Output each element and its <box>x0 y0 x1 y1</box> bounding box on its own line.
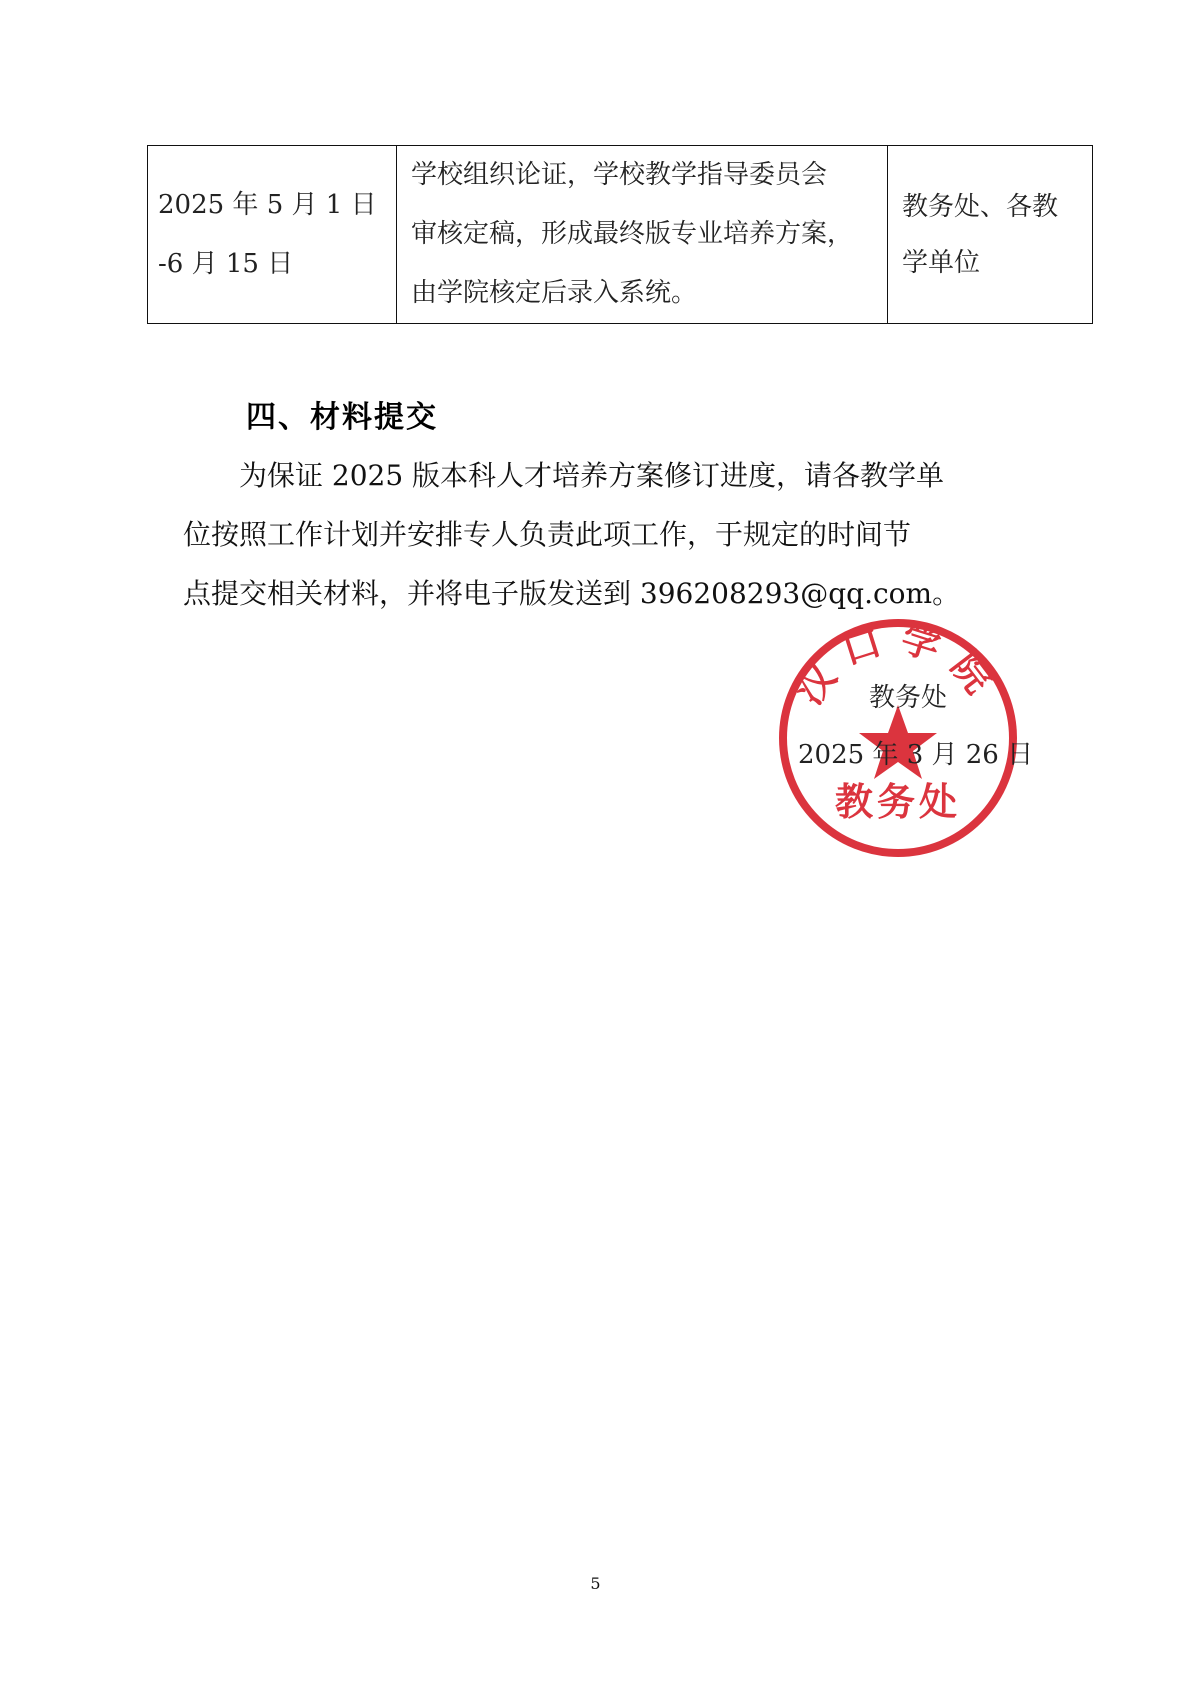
page-number: 5 <box>590 1574 601 1593</box>
svg-text:汉口学院: 汉口学院 <box>786 615 1010 713</box>
paragraph-line: 为保证 2025 版本科人才培养方案修订进度，请各教学单 <box>239 459 945 492</box>
department-line: 学单位 <box>902 247 981 278</box>
table-row <box>148 146 1093 324</box>
svg-text:教务处: 教务处 <box>834 780 962 824</box>
date-line: -6 月 15 日 <box>158 248 294 279</box>
content-line: 学校组织论证，学校教学指导委员会 <box>411 160 828 190</box>
date-line: 2025 年 5 月 1 日 <box>158 189 377 220</box>
section-heading: 四、材料提交 <box>246 400 438 435</box>
body-paragraph <box>183 446 1023 623</box>
signature-date: 2025 年 3 月 26 日 <box>798 740 1034 770</box>
signature-department: 教务处 <box>869 683 948 713</box>
content-line: 由学院核定后录入系统。 <box>411 278 698 308</box>
schedule-table <box>147 145 1093 324</box>
department-cell <box>888 146 1093 324</box>
content-line: 审核定稿，形成最终版专业培养方案， <box>411 219 854 249</box>
paragraph-line: 位按照工作计划并安排专人负责此项工作，于规定的时间节 <box>183 518 912 551</box>
content-cell <box>397 146 888 324</box>
department-line: 教务处、各教 <box>902 191 1059 222</box>
date-cell <box>148 146 397 324</box>
paragraph-line: 点提交相关材料，并将电子版发送到 396208293@qq.com。 <box>183 577 961 610</box>
